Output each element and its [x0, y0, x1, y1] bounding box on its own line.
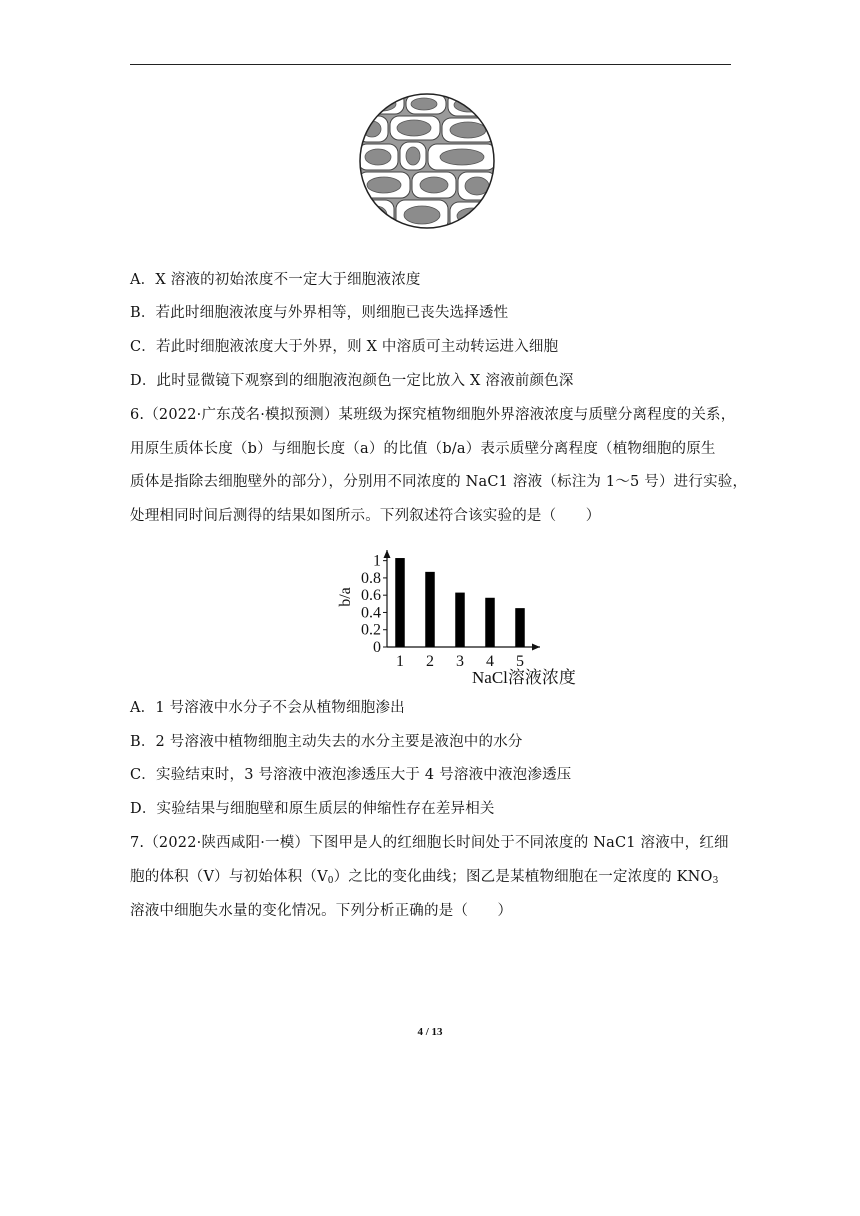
q6-stem-line-4: 处理相同时间后测得的结果如图所示。下列叙述符合该实验的是（ ） — [130, 508, 601, 524]
x-axis-label: NaCl溶液浓度 — [472, 668, 576, 687]
cell-micrograph-figure — [358, 92, 496, 230]
y-tick-label: 0.2 — [361, 621, 381, 639]
y-tick-label: 0.4 — [361, 604, 381, 622]
bar — [485, 598, 495, 647]
x-tick-label: 5 — [516, 653, 524, 670]
q5-option-c: C．若此时细胞液浓度大于外界，则 X 中溶质可主动转运进入细胞 — [130, 339, 559, 355]
q6-option-d: D．实验结果与细胞壁和原生质层的伸缩性存在差异相关 — [130, 801, 495, 817]
q7-stem-line-3: 溶液中细胞失水量的变化情况。下列分析正确的是（ ） — [130, 903, 513, 919]
x-tick-label: 2 — [426, 653, 434, 670]
q7-stem-line-2 — [130, 867, 719, 891]
q6-stem-line-2: 用原生质体长度（b）与细胞长度（a）的比值（b/a）表示质壁分离程度（植物细胞的原生 — [130, 441, 716, 457]
q6-option-b: B．2 号溶液中植物细胞主动失去的水分主要是液泡中的水分 — [130, 734, 523, 750]
x-tick-label: 1 — [396, 653, 404, 670]
x-tick-label: 4 — [486, 653, 494, 670]
x-axis-arrow — [532, 644, 540, 651]
y-axis-arrow — [384, 550, 391, 558]
y-axis-label: b/a — [337, 587, 354, 607]
q7-line2-post: ）之比的变化曲线；图乙是某植物细胞在一定浓度的 KNO — [333, 869, 713, 885]
q6-option-a: A．1 号溶液中水分子不会从植物细胞渗出 — [130, 700, 405, 716]
q5-option-b: B．若此时细胞液浓度与外界相等，则细胞已丧失选择透性 — [130, 305, 509, 321]
q7-stem-line-1: 7.（2022·陕西咸阳·一模）下图甲是人的红细胞长时间处于不同浓度的 NaC1 溶液中，红细 — [130, 835, 729, 851]
q7-line2-sub2: 3 — [712, 876, 719, 886]
q5-option-a: A．X 溶液的初始浓度不一定大于细胞液浓度 — [130, 272, 421, 288]
x-tick-label: 3 — [456, 653, 464, 670]
bar-chart — [330, 540, 590, 690]
header-rule — [130, 64, 731, 65]
y-tick-label: 0.6 — [361, 587, 381, 605]
q5-option-d: D．此时显微镜下观察到的细胞液泡颜色一定比放入 X 溶液前颜色深 — [130, 373, 574, 389]
page-number: 4 / 13 — [417, 1026, 443, 1038]
bar — [515, 608, 525, 647]
q6-stem-line-1: 6.（2022·广东茂名·模拟预测）某班级为探究植物细胞外界溶液浓度与质壁分离程度的关系， — [130, 407, 736, 423]
bar — [455, 593, 465, 647]
y-tick-label: 0.8 — [361, 569, 381, 587]
q7-line2-sub: 0 — [327, 876, 334, 886]
q6-stem-line-3: 质体是指除去细胞壁外的部分），分别用不同浓度的 NaC1 溶液（标注为 1～5 号）进行实验， — [130, 474, 748, 490]
y-tick-label: 0 — [373, 639, 381, 656]
y-tick-label: 1 — [373, 552, 381, 570]
bar — [395, 558, 405, 647]
q7-line2-pre: 胞的体积（V）与初始体积（V — [130, 869, 328, 885]
bar — [425, 572, 435, 647]
q6-option-c: C．实验结束时，3 号溶液中液泡渗透压大于 4 号溶液中液泡渗透压 — [130, 767, 572, 783]
